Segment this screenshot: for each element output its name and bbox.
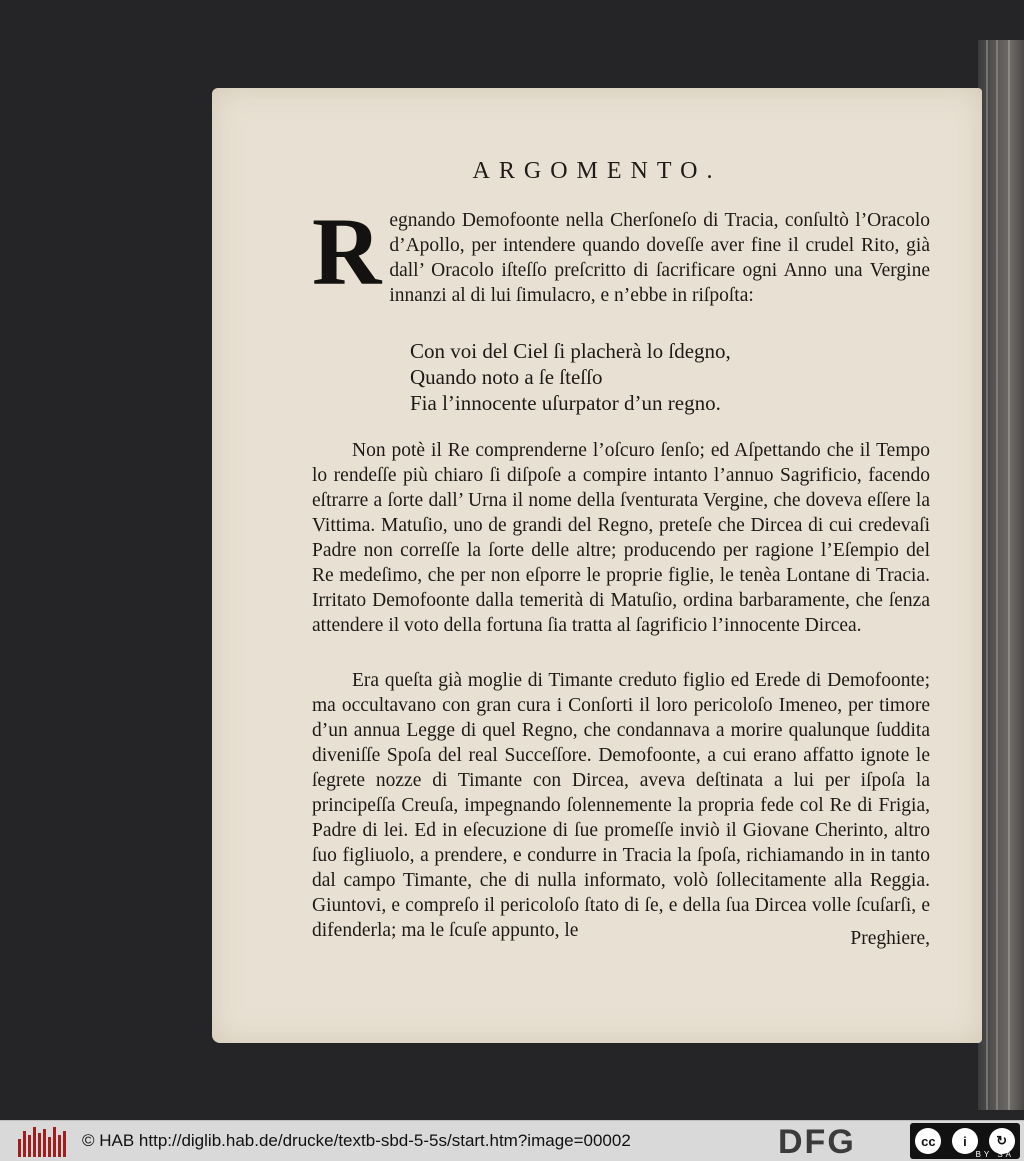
paragraph-2: Non potè il Re comprenderne l’oſcuro ſenſo; ed Aſpettando che il Tempo lo rendeſſe più chiaro ſi diſpoſe a compire intanto l’annuo Sagrificio, facendo eſtrarre a ſorte dall’ Urna il nome della ſventurata Vergine, che doveva eſſere la Vittima. Matuſio, uno de grandi del Regno, preteſe che Dircea di cui credevaſi Padre non correſſe la ſorte delle altre; producendo per ragione l’Eſempio del Re medeſimo, che per non eſporre le proprie figlie, le tenèa Lontane di Tracia. Irritato Demofoonte dalla temerità di Matuſio, ordina barbaramente, che ſenza attendere il voto della fortuna ſia tratta al ſagrificio l’innocente Dircea. xyxy=(312,440,930,636)
verse-line: Fia l’innocente uſurpator d’un regno. xyxy=(410,391,721,415)
page-title: ARGOMENTO. xyxy=(472,158,722,184)
verse-line: Con voi del Ciel ſi placherà lo ſdegno, xyxy=(410,339,731,363)
book-page xyxy=(212,88,982,1043)
paragraph-3: Era queſta già moglie di Timante creduto figlio ed Erede di Demofoonte; ma occultavano con gran cura i Conſorti il loro pericoloſo Imeneo, per timore d’un annua Legge di quel Regno, che condannava a morire qualunque ſuddita diveniſſe Spoſa del real Succeſſore. Demofoonte, a cui erano affatto ignote le ſegrete nozze di Timante con Dircea, aveva deſtinata a lui per iſpoſa la principeſſa Creuſa, impegnando ſolennemente la propria fede col Re di Frigia, Padre di lei. Ed in eſecuzione di ſue promeſſe inviò il Giovane Cherinto, altro ſuo figliuolo, a prendere, e condurre in Tracia la ſpoſa, richiamando in in tanto dal campo Timante, che di nulla informato, volò ſollecitamente alla Reggia. Giuntovi, e compreſo il pericoloſo ſtato di ſe, e della ſua Dircea volle ſcuſarſi, e difenderla; ma le ſcuſe appunto, le xyxy=(312,670,930,941)
by-icon: i xyxy=(952,1128,978,1154)
intro-text: egnando Demofoonte nella Cherſoneſo di Tracia, conſultò l’Oracolo d’Apollo, per intendere quando doveſſe aver fine il crudel Rito, già dall’ Oracolo iſteſſo preſcritto di ſacrificare ogni Anno una Vergine innanzi al di lui ſimulacro, e n’ebbe in riſpoſta: xyxy=(389,210,930,306)
sa-icon: ↻ xyxy=(989,1128,1015,1154)
catchword: Preghiere, xyxy=(850,928,930,949)
dfg-logo[interactable]: DFG xyxy=(778,1123,856,1161)
license-label: BY SA xyxy=(975,1150,1014,1159)
viewer-footer xyxy=(0,1120,1024,1161)
cc-icon: cc xyxy=(915,1128,941,1154)
hab-logo-icon[interactable] xyxy=(18,1127,66,1157)
oracle-verse xyxy=(410,338,731,416)
intro-paragraph xyxy=(312,198,930,308)
source-link[interactable]: © HAB http://diglib.hab.de/drucke/textb-sbd-5-5s/start.htm?image=00002 xyxy=(82,1131,631,1150)
cc-license-badge[interactable] xyxy=(910,1123,1020,1159)
book-edge xyxy=(978,40,1024,1110)
drop-cap: R xyxy=(312,198,382,305)
verse-line: Quando noto a ſe ſteſſo xyxy=(410,365,603,389)
